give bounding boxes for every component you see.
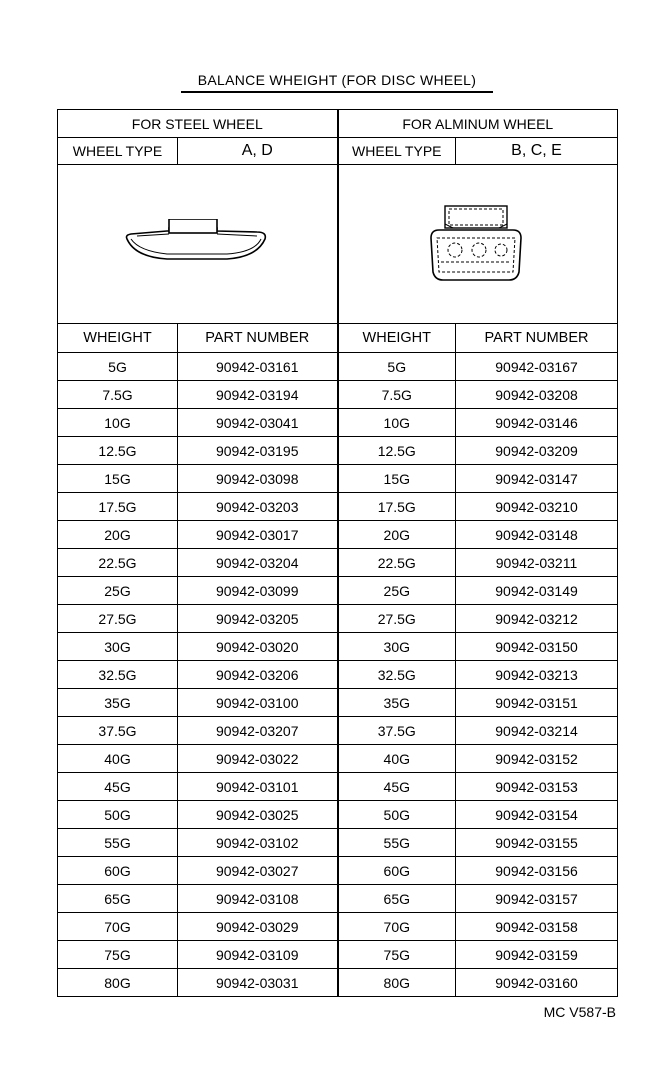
aluminum-weight-cell: 75G	[338, 941, 456, 969]
aluminum-weight-cell: 37.5G	[338, 717, 456, 745]
steel-part-number-cell: 90942-03100	[178, 689, 338, 717]
table-row	[58, 717, 618, 745]
table-row	[58, 857, 618, 885]
aluminum-part-number-cell: 90942-03211	[456, 549, 618, 577]
steel-weight-cell: 32.5G	[58, 661, 178, 689]
steel-part-number-cell: 90942-03109	[178, 941, 338, 969]
steel-weight-cell: 10G	[58, 409, 178, 437]
steel-weight-cell: 60G	[58, 857, 178, 885]
steel-weight-cell: 35G	[58, 689, 178, 717]
aluminum-weight-cell: 70G	[338, 913, 456, 941]
aluminum-weight-cell: 30G	[338, 633, 456, 661]
aluminum-part-number-cell: 90942-03158	[456, 913, 618, 941]
steel-part-number-cell: 90942-03027	[178, 857, 338, 885]
aluminum-part-number-cell: 90942-03159	[456, 941, 618, 969]
aluminum-weight-cell: 60G	[338, 857, 456, 885]
steel-wheel-type-label: WHEEL TYPE	[58, 138, 178, 165]
steel-part-number-cell: 90942-03195	[178, 437, 338, 465]
table-row	[58, 521, 618, 549]
table-row	[58, 801, 618, 829]
aluminum-part-number-cell: 90942-03155	[456, 829, 618, 857]
steel-part-number-cell: 90942-03029	[178, 913, 338, 941]
aluminum-part-number-cell: 90942-03210	[456, 493, 618, 521]
aluminum-weight-cell: 55G	[338, 829, 456, 857]
aluminum-part-number-cell: 90942-03147	[456, 465, 618, 493]
aluminum-part-number-cell: 90942-03160	[456, 969, 618, 997]
steel-weight-cell: 22.5G	[58, 549, 178, 577]
steel-part-number-cell: 90942-03206	[178, 661, 338, 689]
steel-part-number-cell: 90942-03102	[178, 829, 338, 857]
aluminum-wheel-type-value: B, C, E	[456, 138, 618, 165]
aluminum-part-number-cell: 90942-03150	[456, 633, 618, 661]
aluminum-part-number-cell: 90942-03149	[456, 577, 618, 605]
table-row	[58, 661, 618, 689]
table-row	[58, 437, 618, 465]
aluminum-part-number-column-header: PART NUMBER	[456, 324, 618, 353]
steel-wheel-header: FOR STEEL WHEEL	[58, 110, 338, 138]
table-row	[58, 969, 618, 997]
aluminum-part-number-cell: 90942-03152	[456, 745, 618, 773]
table-row	[58, 381, 618, 409]
aluminum-weight-cell: 10G	[338, 409, 456, 437]
steel-part-number-cell: 90942-03098	[178, 465, 338, 493]
aluminum-part-number-cell: 90942-03153	[456, 773, 618, 801]
illustration-row	[58, 165, 618, 324]
aluminum-weight-cell: 32.5G	[338, 661, 456, 689]
steel-part-number-cell: 90942-03108	[178, 885, 338, 913]
steel-weight-cell: 45G	[58, 773, 178, 801]
aluminum-part-number-cell: 90942-03146	[456, 409, 618, 437]
steel-weight-cell: 65G	[58, 885, 178, 913]
steel-weight-cell: 20G	[58, 521, 178, 549]
aluminum-part-number-cell: 90942-03157	[456, 885, 618, 913]
steel-balance-weight-drawing	[117, 219, 277, 269]
aluminum-part-number-cell: 90942-03156	[456, 857, 618, 885]
steel-part-number-cell: 90942-03022	[178, 745, 338, 773]
table-row	[58, 941, 618, 969]
aluminum-part-number-cell: 90942-03154	[456, 801, 618, 829]
steel-wheel-type-value: A, D	[178, 138, 338, 165]
aluminum-weight-cell: 35G	[338, 689, 456, 717]
steel-part-number-cell: 90942-03099	[178, 577, 338, 605]
table-row	[58, 773, 618, 801]
steel-weight-cell: 15G	[58, 465, 178, 493]
aluminum-part-number-cell: 90942-03167	[456, 353, 618, 381]
steel-weight-column-header: WHEIGHT	[58, 324, 178, 353]
table-row	[58, 353, 618, 381]
aluminum-part-number-cell: 90942-03208	[456, 381, 618, 409]
aluminum-balance-weight-drawing	[423, 204, 533, 284]
steel-weight-cell: 12.5G	[58, 437, 178, 465]
aluminum-part-number-cell: 90942-03213	[456, 661, 618, 689]
aluminum-wheel-header: FOR ALMINUM WHEEL	[338, 110, 618, 138]
aluminum-weight-cell: 27.5G	[338, 605, 456, 633]
table-row	[58, 885, 618, 913]
aluminum-part-number-cell: 90942-03148	[456, 521, 618, 549]
table-row	[58, 577, 618, 605]
aluminum-part-number-cell: 90942-03212	[456, 605, 618, 633]
table-row	[58, 549, 618, 577]
steel-weight-illustration-cell	[58, 165, 338, 324]
steel-weight-cell: 7.5G	[58, 381, 178, 409]
aluminum-wheel-type-label: WHEEL TYPE	[338, 138, 456, 165]
steel-part-number-cell: 90942-03194	[178, 381, 338, 409]
section-header-row	[58, 110, 618, 138]
steel-part-number-cell: 90942-03025	[178, 801, 338, 829]
aluminum-part-number-cell: 90942-03209	[456, 437, 618, 465]
steel-part-number-cell: 90942-03101	[178, 773, 338, 801]
aluminum-weight-cell: 20G	[338, 521, 456, 549]
steel-weight-cell: 55G	[58, 829, 178, 857]
column-header-row	[58, 324, 618, 353]
aluminum-weight-cell: 40G	[338, 745, 456, 773]
aluminum-weight-cell: 45G	[338, 773, 456, 801]
wheel-type-row	[58, 138, 618, 165]
steel-part-number-cell: 90942-03017	[178, 521, 338, 549]
document-title: BALANCE WHEIGHT (FOR DISC WHEEL)	[197, 72, 477, 88]
steel-weight-cell: 5G	[58, 353, 178, 381]
steel-part-number-cell: 90942-03205	[178, 605, 338, 633]
table-row	[58, 689, 618, 717]
aluminum-weight-cell: 5G	[338, 353, 456, 381]
table-row	[58, 829, 618, 857]
aluminum-weight-cell: 50G	[338, 801, 456, 829]
aluminum-weight-column-header: WHEIGHT	[338, 324, 456, 353]
table-row	[58, 465, 618, 493]
aluminum-weight-cell: 22.5G	[338, 549, 456, 577]
steel-part-number-cell: 90942-03031	[178, 969, 338, 997]
steel-weight-cell: 37.5G	[58, 717, 178, 745]
steel-weight-cell: 75G	[58, 941, 178, 969]
aluminum-weight-cell: 12.5G	[338, 437, 456, 465]
aluminum-part-number-cell: 90942-03214	[456, 717, 618, 745]
steel-weight-cell: 40G	[58, 745, 178, 773]
steel-part-number-cell: 90942-03020	[178, 633, 338, 661]
aluminum-weight-cell: 7.5G	[338, 381, 456, 409]
aluminum-weight-cell: 80G	[338, 969, 456, 997]
table-row	[58, 409, 618, 437]
steel-part-number-cell: 90942-03041	[178, 409, 338, 437]
steel-part-number-column-header: PART NUMBER	[178, 324, 338, 353]
aluminum-part-number-cell: 90942-03151	[456, 689, 618, 717]
figure-code: MC V587-B	[543, 1004, 616, 1020]
steel-weight-cell: 70G	[58, 913, 178, 941]
aluminum-weight-cell: 65G	[338, 885, 456, 913]
steel-part-number-cell: 90942-03161	[178, 353, 338, 381]
aluminum-weight-illustration-cell	[338, 165, 618, 324]
table-row	[58, 493, 618, 521]
balance-weight-table	[57, 109, 618, 997]
steel-weight-cell: 50G	[58, 801, 178, 829]
title-underline	[181, 91, 493, 93]
aluminum-weight-cell: 25G	[338, 577, 456, 605]
steel-weight-cell: 30G	[58, 633, 178, 661]
steel-part-number-cell: 90942-03204	[178, 549, 338, 577]
steel-part-number-cell: 90942-03203	[178, 493, 338, 521]
steel-weight-cell: 25G	[58, 577, 178, 605]
steel-weight-cell: 80G	[58, 969, 178, 997]
aluminum-weight-cell: 17.5G	[338, 493, 456, 521]
table-row	[58, 745, 618, 773]
table-row	[58, 633, 618, 661]
steel-weight-cell: 27.5G	[58, 605, 178, 633]
steel-part-number-cell: 90942-03207	[178, 717, 338, 745]
table-row	[58, 605, 618, 633]
steel-weight-cell: 17.5G	[58, 493, 178, 521]
table-row	[58, 913, 618, 941]
aluminum-weight-cell: 15G	[338, 465, 456, 493]
